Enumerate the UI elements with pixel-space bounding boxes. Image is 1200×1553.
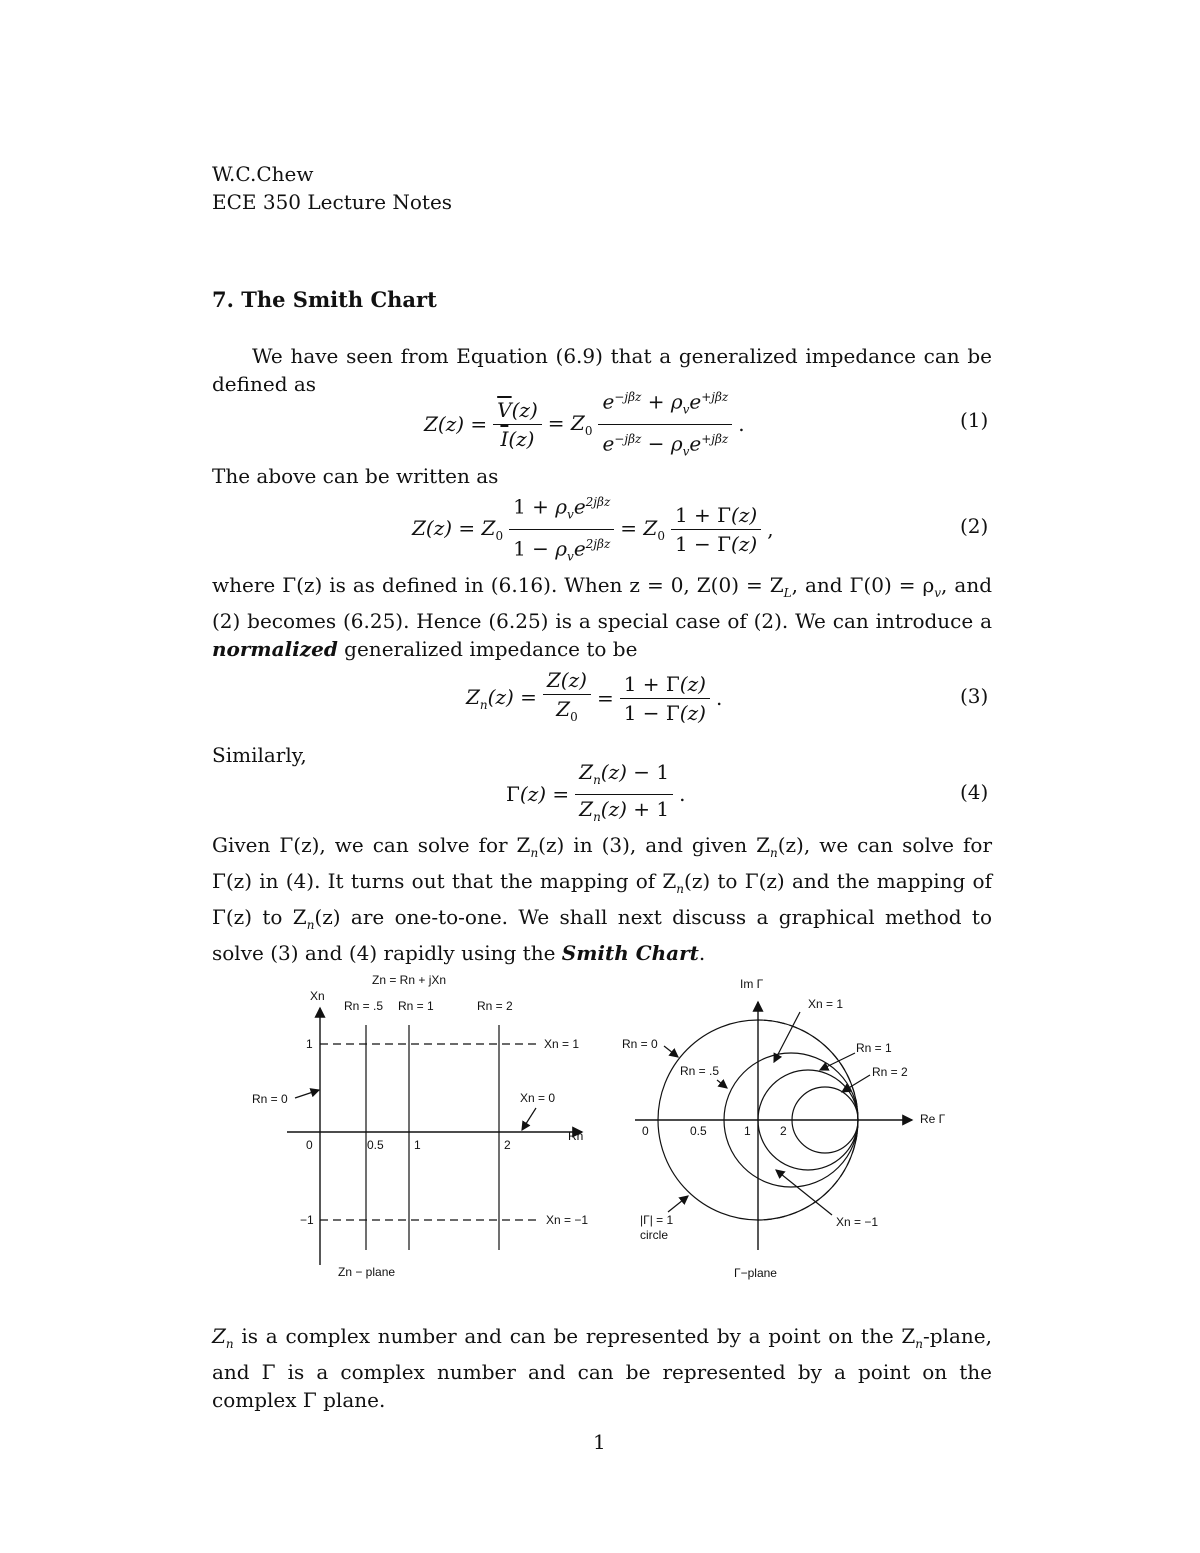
tick-2: 2 <box>504 1138 511 1152</box>
smith-chart-figure <box>0 960 1200 1290</box>
gamma-tick-0-5: 0.5 <box>690 1124 707 1138</box>
y-tick-1: 1 <box>306 1037 313 1051</box>
rn-one-label: Rn = 1 <box>398 999 434 1013</box>
equation-3-number: (3) <box>960 684 989 708</box>
y-tick-minus-1: −1 <box>300 1213 314 1227</box>
paragraph-complex: $Z_n$ is a complex number and can be represented by a point on the $Z_n$-plane, and Γ is a complex number and can be represented by a point on the complex Γ plane. <box>212 1324 992 1412</box>
equation-3: $Z_n(z)$ = $\frac{Z(z)}{Z_0}$ = $\frac{1 + \Gamma(z)}{1 - \Gamma(z)}$ . <box>466 667 723 725</box>
rn05-label-right: Rn = .5 <box>680 1064 720 1078</box>
author-line: W.C.Chew <box>212 162 314 186</box>
rn-half-label: Rn = .5 <box>344 999 384 1013</box>
rn1-arrow <box>820 1053 855 1070</box>
gamma-tick-0: 0 <box>642 1124 649 1138</box>
equation-2-number: (2) <box>960 514 989 538</box>
paragraph-where: where Γ(z) is as defined in (6.16). When z = 0, $Z(0) = Z_L$, and $\Gamma(0) = \rho_v$, and (2) becomes (6.25). Hence (6.25) is a special case of (2). We can introduce a normalized generalized impedance to be <box>212 573 993 661</box>
xn1-label: Xn = 1 <box>544 1037 580 1051</box>
rn0-label-right: Rn = 0 <box>622 1037 658 1051</box>
equation-4-number: (4) <box>960 780 989 804</box>
xn1-arrow <box>774 1012 800 1062</box>
equation-4: Γ(z) = $\frac{Z_n(z) - 1}{Z_n(z) + 1}$ . <box>506 759 686 824</box>
rn-two-label: Rn = 2 <box>477 999 513 1013</box>
xnm1-label: Xn = −1 <box>546 1213 589 1227</box>
paragraph-rewrite: The above can be written as <box>212 464 499 488</box>
paragraph-similarly: Similarly, <box>212 743 307 767</box>
xn1-label-right: Xn = 1 <box>808 997 844 1011</box>
unit-circle-label: |Γ| = 1 <box>640 1213 674 1227</box>
gamma-plane-diagram <box>622 977 946 1280</box>
xn0-label: Xn = 0 <box>520 1091 556 1105</box>
xn0-arrow <box>522 1108 536 1130</box>
paragraph-intro: We have seen from Equation (6.9) that a generalized impedance can be defined as <box>212 344 992 396</box>
course-line: ECE 350 Lecture Notes <box>212 190 453 214</box>
rn2-label-right: Rn = 2 <box>872 1065 908 1079</box>
page-number: 1 <box>593 1430 606 1454</box>
unit-circle-arrow <box>668 1196 688 1212</box>
section-title: 7. The Smith Chart <box>212 287 437 312</box>
xn-axis-label: Xn <box>310 989 325 1003</box>
gamma-tick-2: 2 <box>780 1124 787 1138</box>
re-gamma-label: Re Γ <box>920 1112 946 1126</box>
unit-circle-label-2: circle <box>640 1228 669 1242</box>
rn2-arrow <box>842 1075 870 1092</box>
im-gamma-label: Im Γ <box>740 977 764 991</box>
paragraph-given: Given Γ(z), we can solve for $Z_n(z)$ in (3), and given $Z_n(z)$, we can solve for Γ(z) in (4). It turns out that the mapping of $Z_n(z)$ to Γ(z) and the mapping of Γ(z) to $Z_n(z)$ are one-to-one. We shall next discuss a graphical method to solve (3) and (4) rapidly using the Smith Chart. <box>212 833 992 965</box>
equation-1: Z(z) = $\frac{\overline{V}(z)}{\overline{I}(z)}$ = $Z_0$ $\frac{e^{-j\beta z} + \rho_ve^{+j\beta z}}{e^{-j\beta z} - \rho_ve^{+j\beta z}}$ . <box>424 392 745 456</box>
gamma-plane-caption: Γ−plane <box>734 1266 777 1280</box>
tick-0-5: 0.5 <box>367 1138 384 1152</box>
xnm1-label-right: Xn = −1 <box>836 1215 879 1229</box>
rn-axis-label: Rn <box>568 1129 584 1143</box>
rn0-label: Rn = 0 <box>252 1092 288 1106</box>
equation-2: $Z(z) = Z_0$ $\frac{1 + \rho_ve^{2j\beta z}}{1 - \rho_ve^{2j\beta z}}$ = $Z_0$ $\frac{1 + \Gamma(z)}{1 - \Gamma(z)}$ , <box>412 497 774 561</box>
gamma-tick-1: 1 <box>744 1124 751 1138</box>
zn-title: Zn = Rn + jXn <box>372 973 447 987</box>
zn-plane-diagram <box>252 973 588 1279</box>
rn0-arrow-right <box>664 1046 678 1057</box>
tick-1: 1 <box>414 1138 421 1152</box>
rn0-arrow <box>295 1090 319 1098</box>
tick-0: 0 <box>306 1138 313 1152</box>
equation-1-number: (1) <box>960 408 989 432</box>
zn-plane-caption: Zn − plane <box>338 1265 396 1279</box>
rn05-arrow <box>717 1080 727 1088</box>
rn1-label-right: Rn = 1 <box>856 1041 892 1055</box>
